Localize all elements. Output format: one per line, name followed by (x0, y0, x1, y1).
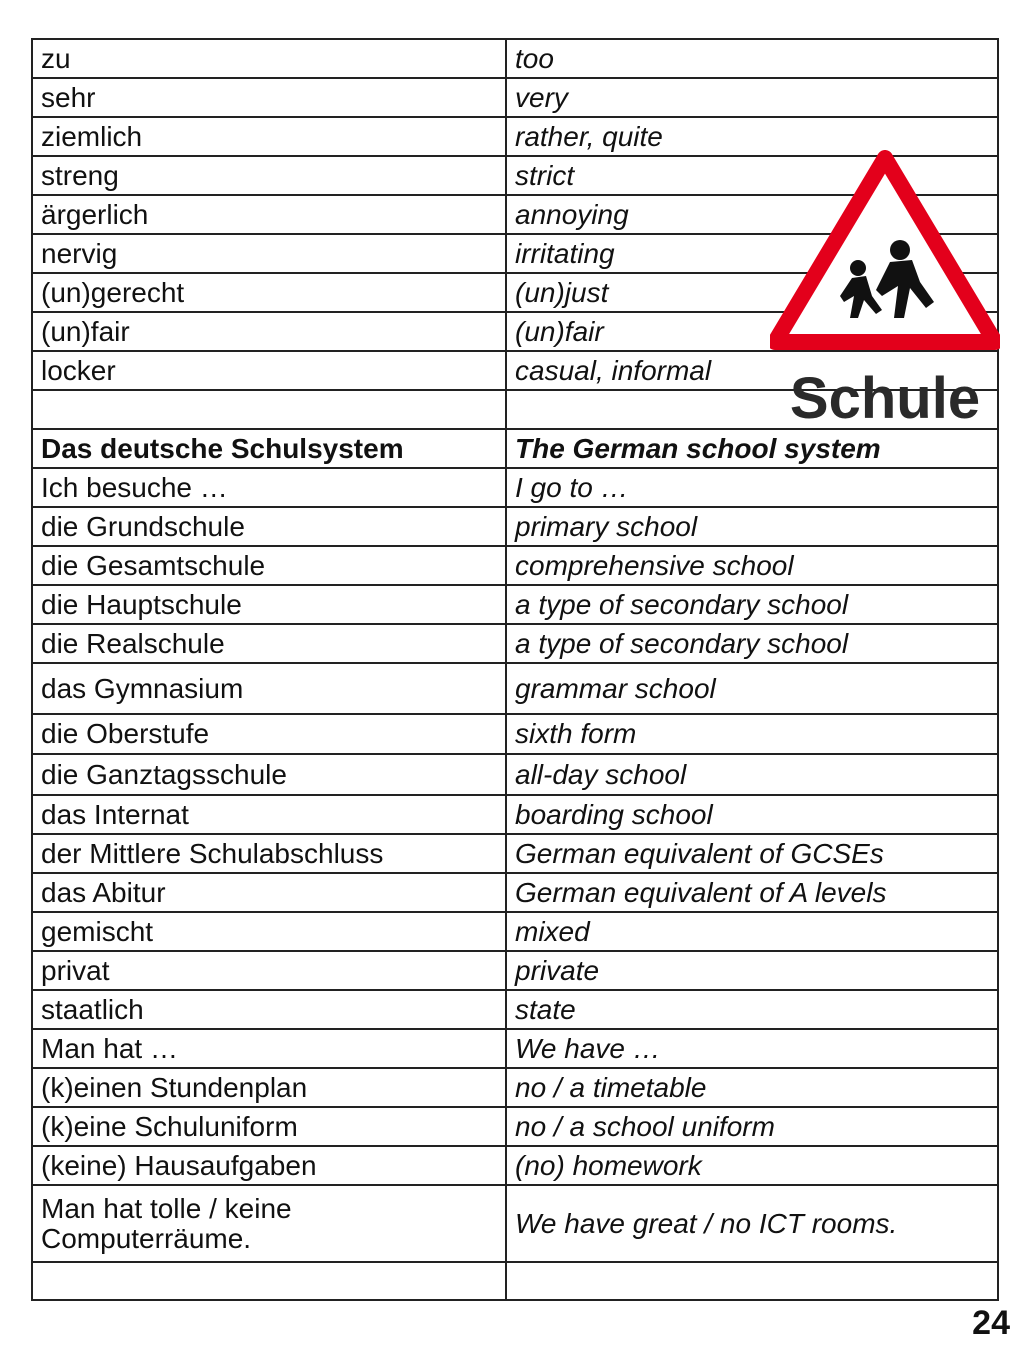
german-term: die Realschule (32, 624, 506, 663)
german-term: privat (32, 951, 506, 990)
german-term: Ich besuche … (32, 468, 506, 507)
german-term: (un)fair (32, 312, 506, 351)
table-row (32, 1068, 998, 1107)
german-term: Man hat … (32, 1029, 506, 1068)
german-term: die Gesamtschule (32, 546, 506, 585)
table-row (32, 873, 998, 912)
german-term: die Grundschule (32, 507, 506, 546)
english-translation: (no) homework (506, 1146, 998, 1185)
school-warning-sign-icon (770, 150, 1000, 430)
english-translation: annoying (506, 195, 998, 234)
english-translation: state (506, 990, 998, 1029)
english-translation: sixth form (506, 714, 998, 754)
table-row (32, 78, 998, 117)
english-translation: comprehensive school (506, 546, 998, 585)
german-term: streng (32, 156, 506, 195)
english-translation: boarding school (506, 795, 998, 834)
german-term: ziemlich (32, 117, 506, 156)
english-translation: too (506, 39, 998, 78)
table-row (32, 39, 998, 78)
english-translation: strict (506, 156, 998, 195)
german-term: (k)eine Schuluniform (32, 1107, 506, 1146)
english-translation: rather, quite (506, 117, 998, 156)
german-term: ärgerlich (32, 195, 506, 234)
german-term: nervig (32, 234, 506, 273)
english-translation: no / a school uniform (506, 1107, 998, 1146)
english-translation: private (506, 951, 998, 990)
german-term: die Hauptschule (32, 585, 506, 624)
section-heading-row (32, 429, 998, 468)
german-term: das Internat (32, 795, 506, 834)
german-term: der Mittlere Schulabschluss (32, 834, 506, 873)
english-translation: all-day school (506, 754, 998, 795)
german-term (32, 1262, 506, 1300)
english-translation: a type of secondary school (506, 624, 998, 663)
table-row (32, 1107, 998, 1146)
section-heading-english: The German school system (506, 429, 998, 468)
german-term: zu (32, 39, 506, 78)
german-term (32, 390, 506, 429)
german-term: locker (32, 351, 506, 390)
table-row (32, 951, 998, 990)
table-row (32, 912, 998, 951)
german-term: (un)gerecht (32, 273, 506, 312)
english-translation: German equivalent of GCSEs (506, 834, 998, 873)
table-row (32, 795, 998, 834)
english-translation: mixed (506, 912, 998, 951)
sign-text: Schule (789, 366, 981, 430)
german-term: Man hat tolle / keine Computerräume. (32, 1185, 506, 1262)
english-translation: (un)just (506, 273, 998, 312)
table-row (32, 990, 998, 1029)
table-row (32, 507, 998, 546)
german-term: (keine) Hausaufgaben (32, 1146, 506, 1185)
table-row (32, 546, 998, 585)
english-translation (506, 1262, 998, 1300)
table-row (32, 624, 998, 663)
table-row (32, 1146, 998, 1185)
german-term: (k)einen Stundenplan (32, 1068, 506, 1107)
german-term: die Ganztagsschule (32, 754, 506, 795)
english-translation: irritating (506, 234, 998, 273)
english-translation: casual, informal (506, 351, 998, 390)
table-row (32, 468, 998, 507)
section-heading-german: Das deutsche Schulsystem (32, 429, 506, 468)
english-translation: (un)fair (506, 312, 998, 351)
english-translation: German equivalent of A levels (506, 873, 998, 912)
german-term: staatlich (32, 990, 506, 1029)
german-term: das Abitur (32, 873, 506, 912)
english-translation: very (506, 78, 998, 117)
english-translation: I go to … (506, 468, 998, 507)
table-row (32, 1029, 998, 1068)
english-translation: a type of secondary school (506, 585, 998, 624)
table-row (32, 663, 998, 714)
table-row (32, 754, 998, 795)
table-row (32, 1262, 998, 1300)
english-translation: We have great / no ICT rooms. (506, 1185, 998, 1262)
table-row (32, 834, 998, 873)
table-row (32, 585, 998, 624)
german-term: das Gymnasium (32, 663, 506, 714)
english-translation: We have … (506, 1029, 998, 1068)
english-translation: no / a timetable (506, 1068, 998, 1107)
german-term: die Oberstufe (32, 714, 506, 754)
page-number: 24 (972, 1304, 1010, 1342)
english-translation: grammar school (506, 663, 998, 714)
german-term: sehr (32, 78, 506, 117)
table-row (32, 714, 998, 754)
english-translation: primary school (506, 507, 998, 546)
sign-triangle (775, 158, 995, 342)
german-term: gemischt (32, 912, 506, 951)
table-row (32, 1185, 998, 1262)
